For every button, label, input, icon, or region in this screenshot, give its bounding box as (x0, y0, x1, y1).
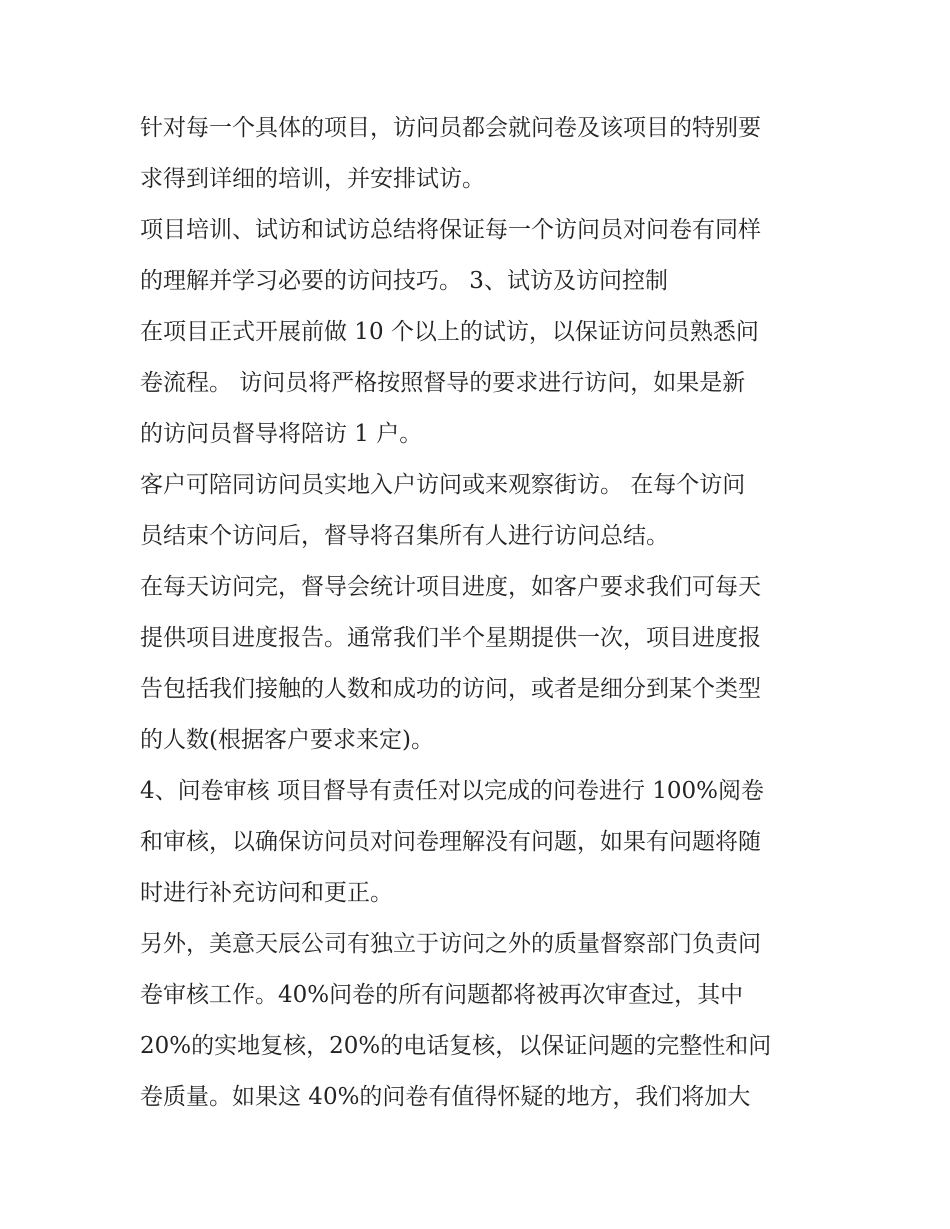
document-body (140, 103, 820, 1123)
text-line: 的访问员督导将陪访 1 户。 (140, 421, 423, 447)
text-line: 时进行补充访问和更正。 (140, 880, 393, 906)
text-line: 和审核，以确保访问员对问卷理解没有问题，如果有问题将随 (140, 829, 761, 855)
text-line: 卷流程。 访问员将严格按照督导的要求进行访问，如果是新 (140, 370, 746, 396)
text-line: 卷审核工作。40%问卷的所有问题都将被再次审查过，其中 (140, 982, 744, 1008)
text-line: 卷质量。如果这 40%的问卷有值得怀疑的地方，我们将加大 (140, 1084, 751, 1110)
text-line: 4、问卷审核 项目督导有责任对以完成的问卷进行 100%阅卷 (140, 778, 765, 804)
text-line: 求得到详细的培训，并安排试访。 (140, 166, 485, 192)
text-line: 在项目正式开展前做 10 个以上的试访，以保证访问员熟悉问 (140, 319, 759, 345)
text-line: 项目培训、试访和试访总结将保证每一个访问员对问卷有同样 (140, 217, 761, 243)
text-line: 的理解并学习必要的访问技巧。 3、试访及访问控制 (140, 268, 668, 294)
text-line: 提供项目进度报告。通常我们半个星期提供一次，项目进度报 (140, 625, 761, 651)
text-line: 客户可陪同访问员实地入户访问或来观察街访。 在每个访问 (140, 472, 746, 498)
text-line: 的人数(根据客户要求来定)。 (140, 727, 434, 753)
text-line: 在每天访问完，督导会统计项目进度，如客户要求我们可每天 (140, 574, 761, 600)
text-line: 另外，美意天辰公司有独立于访问之外的质量督察部门负责问 (140, 931, 761, 957)
text-line: 员结束个访问后，督导将召集所有人进行访问总结。 (140, 523, 669, 549)
text-line: 20%的实地复核，20%的电话复核，以保证问题的完整性和问 (140, 1033, 772, 1059)
text-line: 告包括我们接触的人数和成功的访问，或者是细分到某个类型 (140, 676, 761, 702)
text-line: 针对每一个具体的项目，访问员都会就问卷及该项目的特别要 (140, 115, 761, 141)
